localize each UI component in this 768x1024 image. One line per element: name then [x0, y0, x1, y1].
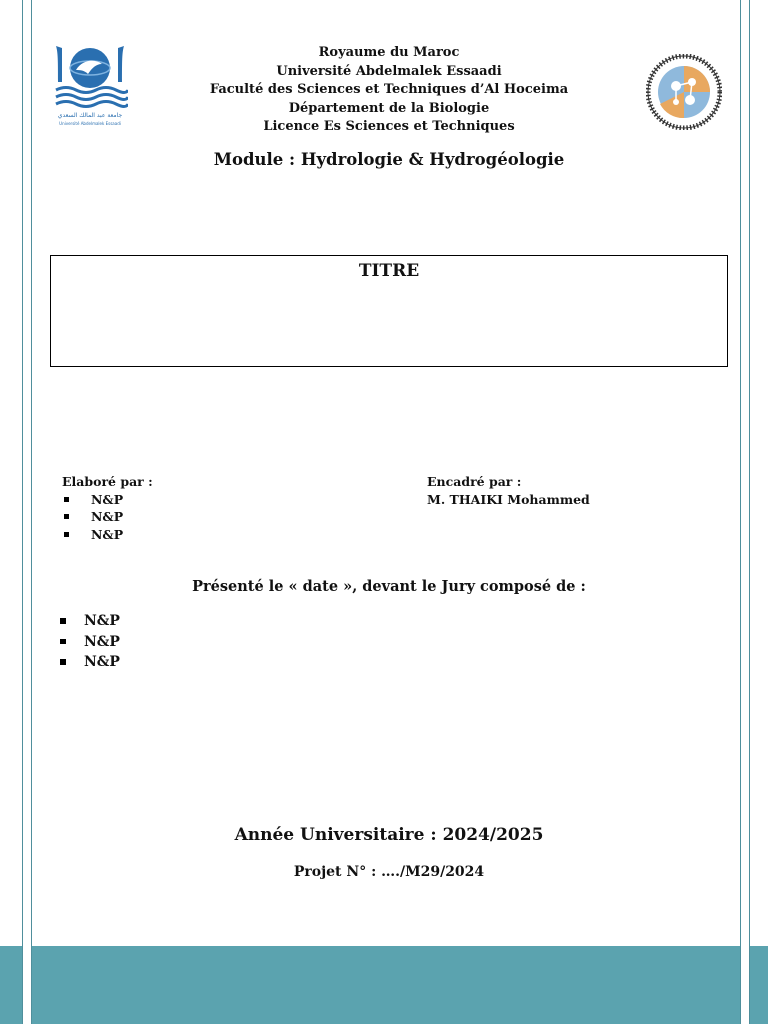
list-item: [62, 526, 153, 544]
jury-item-text: N&P: [84, 633, 120, 650]
module-title: Module : Hydrologie & Hydrogéologie: [213, 150, 565, 169]
university-logo-latin-text: Université Abdelmalek Essaadi: [59, 121, 121, 126]
university-logo-arabic-text: جامعة عبد المالك السعدي: [57, 112, 123, 119]
bullet-icon: [64, 532, 69, 537]
encadre-label: Encadré par :: [427, 474, 522, 489]
faculty-seal-icon: [646, 54, 722, 130]
title-label: TITRE: [358, 261, 420, 281]
footer-border-left: [22, 946, 32, 1024]
list-item: [58, 632, 120, 653]
institution-header: [170, 44, 608, 137]
list-item: [62, 491, 153, 509]
list-item: [62, 508, 153, 526]
bullet-icon: [64, 514, 69, 519]
elabore-list: [62, 491, 153, 544]
title-box: [50, 255, 728, 367]
elabore-section: [62, 473, 153, 543]
jury-item-text: N&P: [84, 654, 120, 670]
project-number: Projet N° : …./M29/2024: [293, 864, 485, 880]
jury-item-text: N&P: [84, 613, 120, 629]
header-line-faculty: Faculté des Sciences et Techniques d’Al Hoceima: [209, 82, 569, 97]
bullet-icon: [64, 497, 69, 502]
elabore-label: Elaboré par :: [62, 474, 153, 489]
elabore-item-text: N&P: [91, 526, 124, 542]
encadre-section: [427, 473, 590, 508]
academic-year: Année Universitaire : 2024/2025: [234, 825, 544, 845]
elabore-item-text: N&P: [91, 509, 124, 524]
university-logo-icon: [52, 42, 128, 112]
bullet-icon: [60, 659, 66, 665]
list-item: [58, 611, 120, 632]
header-line-licence: Licence Es Sciences et Techniques: [263, 119, 515, 134]
jury-list: [58, 611, 120, 673]
header-line-university: Université Abdelmalek Essaadi: [276, 63, 502, 79]
encadre-name: M. THAIKI Mohammed: [427, 491, 590, 507]
university-logo: [52, 42, 128, 128]
elabore-item-text: N&P: [91, 491, 124, 507]
bullet-icon: [60, 618, 66, 624]
footer-border-right: [740, 946, 750, 1024]
header-line-department: Département de la Biologie: [288, 100, 490, 116]
footer-band: [0, 946, 768, 1024]
bullet-icon: [60, 639, 66, 645]
list-item: [58, 652, 120, 673]
jury-section: [58, 611, 120, 673]
header-line-kingdom: Royaume du Maroc: [318, 45, 460, 60]
presentation-line: Présenté le « date », devant le Jury composé de :: [192, 578, 586, 595]
faculty-seal: [646, 54, 722, 130]
